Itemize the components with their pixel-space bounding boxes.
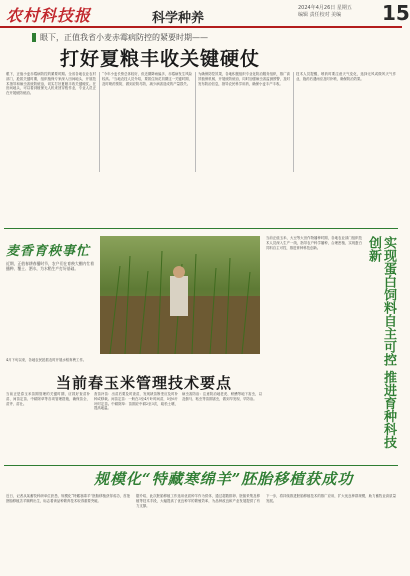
section-title: 科学种养 [152,11,205,26]
tech-column-2: 查苗补苗：出苗后要及时查苗，发现缺苗断垄应及时补种或移栽。间苗定苗：一般在3至4片叶时间苗，5至6片叶时定苗。中耕除草：苗期应中耕2至3次，疏松土壤，提高地温。 [94,392,178,411]
feature-title: 麦香育秧事忙 [6,244,91,259]
section-divider [4,228,398,229]
tech-headline: 当前春玉米管理技术要点 [56,374,233,392]
bottom-divider [4,465,398,466]
tech-column-3: 病虫害防治：注意防治地老虎、蛴螬等地下害虫，以及蓟马、粘虫等苗期害虫，做到早发现、早防治。 [182,392,262,401]
page-number: 15 [382,1,410,25]
lead-headline: 打好夏粮丰收关键硬仗 [60,48,261,70]
feature-photo-caption: 4月下旬以来，各地农民抢抓农时开展水稻育秧工作。 [6,358,87,362]
paper-logo: 农村科技报 [6,6,92,25]
bottom-column-2: 据介绍，此次胚胎移植工作选用优质种羊作为供体，通过超数排卵、胚胎采集及移植等技术手段，大幅提高了优良种羊的繁殖效率，为品种改良和产业发展提供了有力支撑。 [136,494,260,508]
column-rule [195,72,196,172]
feature-right-column: 当前正值玉米、大豆等大田作物播种时期，各地农业部门组织技术人员深入生产一线，指导农户科学播种，合理密植，实现蛋白饲料自主可控，推进育种科技创新。 [266,236,362,250]
kicker-marker [32,33,36,42]
tech-column-1: 当前正是春玉米苗期管理的关键时期，应抓好查苗补苗、间苗定苗、中耕除草等各项管理措施，确保苗全、苗齐、苗壮。 [6,392,90,406]
date-info [298,5,378,19]
editor-line: 编辑 责任校对 美编 [298,12,342,18]
lead-column-4: 技术人员提醒，喷药时要注意天气变化，选择无风或微风天气作业，施药后遇雨应及时补喷，确保防治效果。 [296,72,396,81]
date-line: 2024年4月26日 星期五 [298,5,352,11]
column-rule [293,72,294,172]
bottom-headline: 规模化“特藏寒绵羊”胚胎移植获成功 [94,470,354,488]
rice-seedling-photo [100,236,260,354]
bottom-column-3: 下一步，将持续推进胚胎移植技术的推广应用，扩大优良种群规模，助力畜牧业高质量发展。 [266,494,396,503]
side-vertical-title: 实现蛋白饲料自主可控 推进育种科技创新 [366,236,396,449]
bottom-column-1: 近日，记者从某畜牧科研单位获悉，规模化“特藏寒绵羊”胚胎移植获得成功，首批胚胎移植羔羊顺利出生，标志着该品种繁育技术取得重要突破。 [6,494,130,503]
lead-kicker: 眼下，正值我省小麦赤霉病防控的紧要时期—— [40,33,208,42]
seedling-illustration [100,236,260,354]
lead-column-3: 为确保防控效果，各地积极组织专业化防治服务组织，推广高效植保机械，开展统防统治，同时加强病虫害监测预警，及时发布防治信息，指导农民科学用药，确保小麦丰产丰收。 [198,72,290,86]
column-rule [99,72,100,172]
lead-column-1: 眼下，正值小麦赤霉病防控的紧要时期。全省各地农业农村部门，抢抓关键时期，组织植保专家深入田间地头，开展技术指导和病虫害统防统治，切实打好夏粮丰收关键硬仗。在田间地头，可以看到植保无人机来回穿梭作业，专业人员正在开展统防统治。 [6,72,96,96]
lead-column-2: “今年小麦长势总体较好，但近期降雨偏多，赤霉病发生风险较高。”当地农技人员介绍，要抓住扬花初期这一关键时期，及时喷药预防，做到应防尽防，减少病害造成的产量损失。 [102,72,192,86]
feature-story: 近期，正值春耕春播时节，农户们在育秧大棚内忙着播种、覆土、洒水，为水稻生产打好基础。 [6,261,94,271]
